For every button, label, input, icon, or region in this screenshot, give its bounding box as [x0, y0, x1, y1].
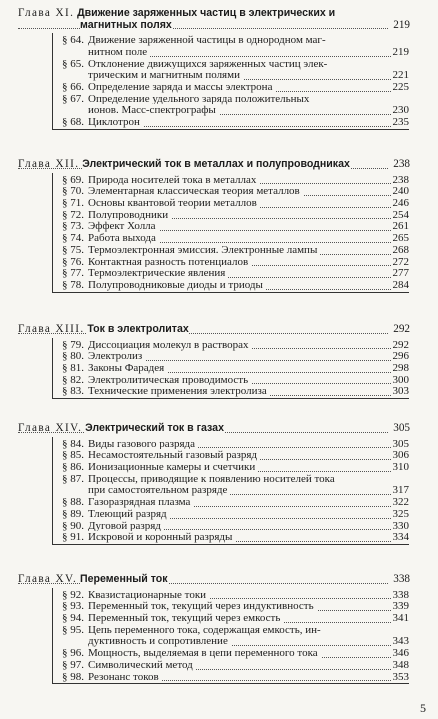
chapter-heading-line [18, 574, 410, 586]
section-number: § 64. [62, 34, 84, 47]
section-title: трическим и магнитным полями [88, 69, 243, 81]
section-title: Символический метод [88, 659, 196, 671]
section-title: Определение заряда и массы электрона [88, 81, 275, 93]
chapter-heading-line [18, 159, 410, 171]
section-line [50, 245, 409, 257]
chapter-label: Глава XIV. [18, 422, 83, 434]
section-number: § 76. [62, 255, 84, 268]
section-number: § 92. [62, 588, 84, 601]
section-entry [50, 245, 409, 257]
section-title: Виды газового разряда [88, 438, 198, 450]
section-line [50, 462, 409, 474]
section-entry [50, 94, 409, 117]
section-title: Газоразрядная плазма [88, 496, 193, 508]
section-page-number: 346 [392, 647, 409, 660]
section-title: Квазистационарные токи [88, 589, 209, 601]
section-page-number: 330 [392, 519, 409, 532]
section-page-number: 303 [392, 385, 409, 398]
section-rule [52, 544, 409, 545]
section-line [50, 672, 409, 684]
section-line [50, 47, 409, 59]
section-list [0, 439, 438, 544]
section-number: § 90. [62, 519, 84, 532]
chapter-label: Глава XI. [18, 7, 75, 19]
section-entry [50, 660, 409, 672]
section-page-number: 246 [392, 197, 409, 209]
chapter-title: Переменный ток [79, 573, 168, 585]
section-page-number: 338 [392, 588, 409, 601]
section-title: нитном поле [88, 46, 150, 58]
section-number: § 83. [62, 385, 84, 398]
section-page-number: 219 [392, 45, 409, 58]
section-title: при самостоятельном разряде [88, 484, 230, 496]
section-number: § 68. [62, 116, 84, 129]
section-number: § 77. [62, 267, 84, 280]
section-page-number: 230 [392, 104, 409, 117]
section-entry [50, 625, 409, 648]
section-number: § 84. [62, 437, 84, 450]
chapter-heading [18, 324, 410, 336]
chapter-title: Электрический ток в газах [85, 422, 224, 434]
section-entry [50, 613, 409, 625]
section-title: Дуговой разряд [88, 520, 164, 532]
section-page-number: 300 [392, 373, 409, 386]
chapter-11 [0, 8, 438, 129]
section-title: Контактная разность потенциалов [88, 256, 251, 268]
section-number: § 89. [62, 507, 84, 520]
chapter-heading [18, 423, 410, 435]
section-entry [50, 672, 409, 684]
chapter-heading-line [18, 20, 410, 32]
section-number: § 86. [62, 461, 84, 473]
section-entry [50, 509, 409, 521]
section-title: Циклотрон [88, 116, 143, 128]
section-page-number: 306 [392, 449, 409, 462]
section-number: § 78. [62, 278, 84, 291]
section-entry [50, 532, 409, 544]
section-page-number: 353 [392, 670, 409, 683]
section-page-number: 284 [392, 278, 409, 291]
section-entry [50, 474, 409, 497]
chapter-14 [0, 423, 438, 544]
section-number: § 96. [62, 647, 84, 660]
section-title: Природа носителей тока в металлах [88, 174, 259, 186]
section-entry [50, 198, 409, 210]
section-number: § 80. [62, 350, 84, 363]
section-number: § 98. [62, 670, 84, 683]
section-page-number: 268 [392, 243, 409, 256]
section-number: § 72. [62, 208, 84, 221]
section-number: § 82. [62, 373, 84, 386]
section-title: Полупроводники [88, 209, 171, 221]
section-number: § 71. [62, 197, 84, 209]
section-entry [50, 462, 409, 474]
chapter-heading-line [18, 423, 410, 435]
section-number: § 70. [62, 185, 84, 198]
chapter-title: Ток в электролитах [87, 323, 189, 335]
section-page-number: 343 [392, 635, 409, 648]
section-line [50, 198, 409, 210]
section-number: § 91. [62, 531, 84, 544]
section-page-number: 225 [392, 81, 409, 93]
section-entry [50, 59, 409, 82]
section-line [50, 532, 409, 544]
section-line [50, 280, 409, 292]
section-line [50, 363, 409, 375]
chapter-title: Движение заряженных частиц в электрических и [77, 7, 336, 19]
section-page-number: 322 [392, 496, 409, 509]
chapter-page-number: 338 [393, 573, 410, 585]
section-page-number: 277 [392, 267, 409, 280]
section-number: § 74. [62, 232, 84, 245]
section-page-number: 305 [392, 437, 409, 450]
section-line [50, 509, 409, 521]
section-title: Технические применения электролиза [88, 385, 270, 397]
section-page-number: 339 [392, 600, 409, 613]
section-title: Отклонение движущихся заряженных частиц элек- [88, 58, 330, 70]
chapter-12 [0, 159, 438, 292]
section-number: § 97. [62, 658, 84, 671]
section-list [0, 590, 438, 684]
section-rule [52, 398, 409, 399]
section-line [50, 660, 409, 672]
section-line [50, 82, 409, 94]
chapter-title: магнитных полях [80, 18, 172, 31]
chapter-label: Глава XII. [18, 158, 80, 170]
section-page-number: 296 [392, 350, 409, 363]
section-number: § 69. [62, 173, 84, 186]
section-title: Полупроводниковые диоды и триоды [88, 279, 266, 291]
section-page-number: 235 [392, 116, 409, 129]
section-title: ионов. Масс-спектрографы [88, 104, 219, 116]
section-title: Процессы, приводящие к появлению носителей тока [88, 473, 338, 485]
section-number: § 67. [62, 92, 84, 105]
section-page-number: 348 [392, 658, 409, 671]
section-title: Диссоциация молекул в растворах [88, 339, 252, 351]
section-title: Термоэлектрические явления [88, 267, 228, 279]
chapter-heading [18, 574, 410, 586]
section-title: Элементарная классическая теория металлов [88, 185, 303, 197]
section-number: § 93. [62, 600, 84, 613]
chapter-heading-line [18, 324, 410, 336]
section-page-number: 298 [392, 362, 409, 374]
chapter-page-number: 238 [393, 158, 410, 170]
section-page-number: 317 [392, 484, 409, 497]
section-number: § 87. [62, 472, 84, 485]
section-title: Резонанс токов [88, 671, 162, 683]
section-title: Определение удельного заряда положительных [88, 93, 312, 105]
chapter-page-number: 292 [393, 323, 410, 335]
section-page-number: 240 [392, 185, 409, 198]
section-list [0, 340, 438, 399]
section-list [0, 175, 438, 292]
section-entry [50, 82, 409, 94]
section-title: Ионизационные камеры и счетчики [88, 461, 258, 473]
section-rule [52, 683, 409, 684]
section-number: § 65. [62, 57, 84, 70]
section-number: § 79. [62, 338, 84, 351]
section-title: Цепь переменного тока, содержащая емкость, ин- [88, 624, 324, 636]
chapter-page-number: 219 [393, 18, 410, 31]
chapter-heading [18, 8, 410, 31]
section-title: Переменный ток, текущий через емкость [88, 612, 283, 624]
section-number: § 94. [62, 612, 84, 624]
chapter-label: Глава XIII. [18, 323, 85, 335]
section-title: Работа выхода [88, 232, 159, 244]
section-number: § 75. [62, 243, 84, 256]
section-page-number: 292 [392, 338, 409, 351]
section-page-number: 272 [392, 255, 409, 268]
section-list [0, 35, 438, 129]
section-number: § 66. [62, 81, 84, 93]
section-title: Переменный ток, текущий через индуктивность [88, 600, 317, 612]
section-title: Движение заряженной частицы в однородном маг- [88, 34, 329, 46]
chapter-13 [0, 324, 438, 398]
section-title: Основы квантовой теории металлов [88, 197, 260, 209]
section-page-number: 221 [392, 69, 409, 82]
section-page-number: 261 [392, 220, 409, 233]
section-entry [50, 280, 409, 292]
section-entry [50, 363, 409, 375]
chapter-heading [18, 159, 410, 171]
chapter-page-number: 305 [393, 422, 410, 434]
section-page-number: 265 [392, 232, 409, 245]
section-number: § 81. [62, 362, 84, 374]
section-entry [50, 35, 409, 58]
section-title: Термоэлектронная эмиссия. Электронные лампы [88, 244, 320, 256]
section-title: Искровой и коронный разряды [88, 531, 235, 543]
section-number: § 95. [62, 623, 84, 636]
section-page-number: 334 [392, 531, 409, 544]
section-number: § 73. [62, 220, 84, 233]
section-number: § 85. [62, 449, 84, 462]
section-line [50, 117, 409, 129]
chapter-15 [0, 574, 438, 683]
chapter-title: Электрический ток в металлах и полупроводниках [82, 158, 350, 170]
section-title: Электролитическая проводимость [88, 374, 251, 386]
section-entry [50, 117, 409, 129]
section-rule [52, 129, 409, 130]
section-line [50, 386, 409, 398]
section-page-number: 325 [392, 507, 409, 520]
section-title: Электролиз [88, 350, 145, 362]
section-title: Законы Фарадея [88, 362, 167, 374]
chapter-heading-line [18, 8, 410, 20]
section-title: Тлеющий разряд [88, 508, 170, 520]
section-page-number: 341 [392, 612, 409, 624]
section-title: Эффект Холла [88, 220, 159, 232]
chapter-label: Глава XV. [18, 573, 78, 585]
section-line [50, 613, 409, 625]
section-title: дуктивность и сопротивление [88, 635, 231, 647]
section-title: Несамостоятельный газовый разряд [88, 449, 260, 461]
section-entry [50, 386, 409, 398]
page-number: 5 [420, 701, 426, 715]
section-title: Мощность, выделяемая в цепи переменного тока [88, 647, 321, 659]
section-page-number: 238 [392, 173, 409, 186]
section-rule [52, 292, 409, 293]
section-page-number: 254 [392, 208, 409, 221]
section-number: § 88. [62, 496, 84, 509]
section-page-number: 310 [392, 461, 409, 473]
